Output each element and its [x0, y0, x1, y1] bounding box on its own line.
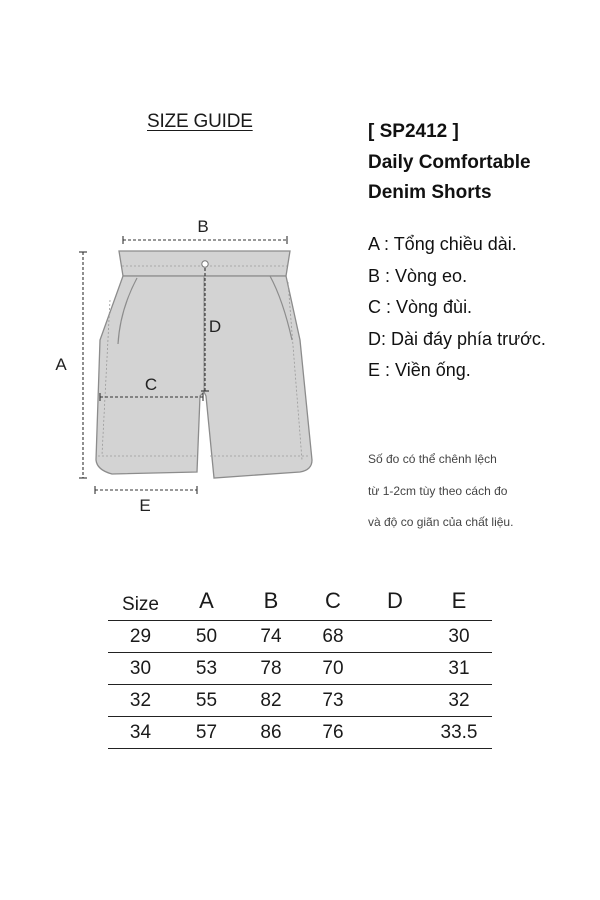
table-cell [364, 717, 426, 749]
table-cell: 50 [173, 621, 240, 653]
product-name: Daily Comfortable Denim Shorts [368, 152, 531, 203]
table-cell: 53 [173, 653, 240, 685]
table-cell: 33.5 [426, 717, 492, 749]
size-table [108, 582, 492, 749]
table-cell: 57 [173, 717, 240, 749]
table-cell: 32 [426, 685, 492, 717]
shorts-illustration [96, 251, 312, 478]
table-cell: 30 [426, 621, 492, 653]
label-e: E [139, 496, 151, 515]
label-c: C [144, 375, 158, 394]
table-cell: 55 [173, 685, 240, 717]
table-header-row [108, 582, 492, 621]
table-row [108, 621, 492, 653]
column-header-b: B [263, 588, 279, 613]
note-line: và độ co giãn của chất liệu. [368, 515, 514, 529]
table-cell: 70 [302, 653, 364, 685]
table-cell: 73 [302, 685, 364, 717]
label-b: B [197, 217, 209, 236]
note-line: từ 1-2cm tùy theo cách đo [368, 483, 508, 498]
column-header-d: D [387, 588, 403, 613]
table-cell: 76 [302, 717, 364, 749]
legend-item-b: B : Vòng eo. [368, 265, 468, 286]
table-cell [364, 653, 426, 685]
label-a: A [55, 355, 67, 374]
table-row [108, 653, 492, 685]
legend-item-d: D: Dài đáy phía trước. [368, 328, 546, 349]
table-cell: 30 [108, 653, 173, 685]
table-row [108, 685, 492, 717]
table-cell [364, 621, 426, 653]
table-cell: 74 [240, 621, 302, 653]
product-code: [ SP2412 ] [368, 121, 459, 142]
table-cell: 78 [240, 653, 302, 685]
size-guide-title: SIZE GUIDE [147, 111, 253, 132]
table-cell [364, 685, 426, 717]
column-header-a: A [199, 588, 214, 613]
table-cell: 82 [240, 685, 302, 717]
note-line: Số đo có thể chênh lệch [368, 452, 497, 466]
legend-item-e: E : Viền ống. [368, 360, 471, 380]
column-header-e: E [451, 588, 467, 613]
button-icon [202, 261, 208, 267]
legend-item-c: C : Vòng đùi. [368, 297, 473, 317]
label-d: D [208, 317, 222, 336]
table-cell: 29 [108, 621, 173, 653]
table-cell: 86 [240, 717, 302, 749]
table-cell: 34 [108, 717, 173, 749]
column-header-c: C [325, 588, 341, 613]
table-cell: 32 [108, 685, 173, 717]
column-header-size: Size [122, 594, 159, 615]
table-row [108, 717, 492, 749]
legend-item-a: A : Tổng chiều dài. [368, 234, 517, 254]
table-cell: 68 [302, 621, 364, 653]
table-cell: 31 [426, 653, 492, 685]
